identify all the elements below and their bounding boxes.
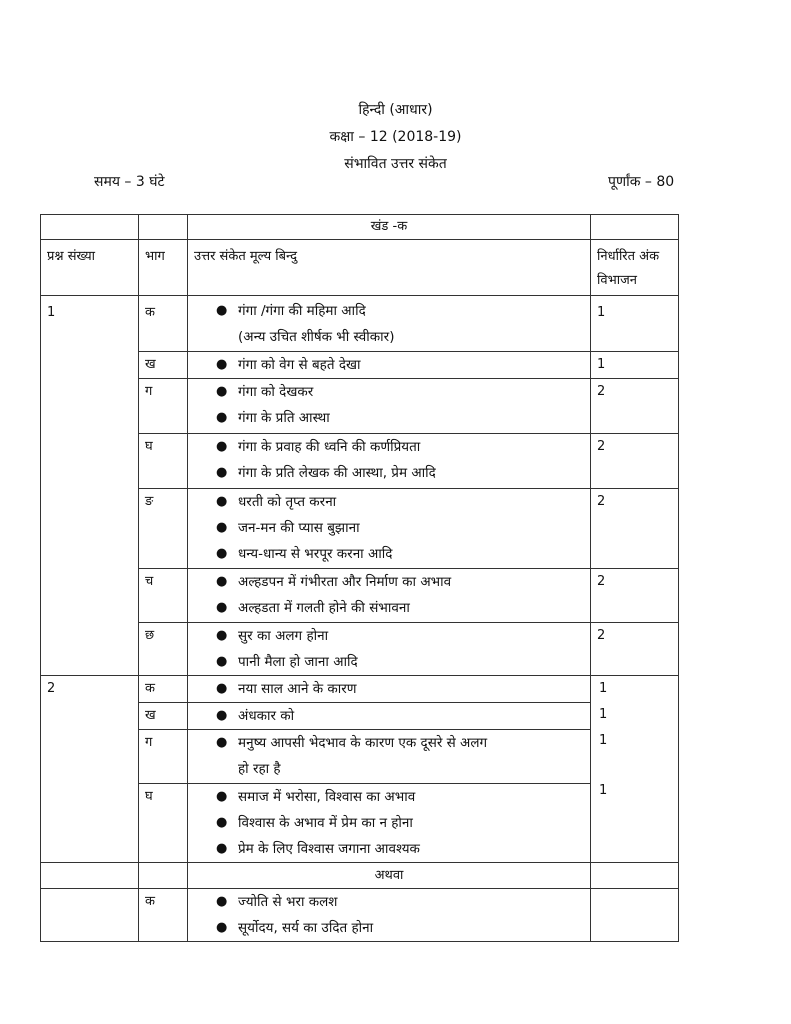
list-item: ● गंगा के प्रति लेखक की आस्था, प्रेम आदि: [188, 460, 590, 486]
bullet-icon: ●: [216, 600, 228, 615]
list-item: ● गंगा के प्रति आस्था: [188, 405, 590, 431]
header-part: भाग: [145, 249, 165, 264]
part-label: घ: [145, 789, 153, 804]
table-header-row: [41, 240, 679, 296]
list-item: ● ज्योति से भरा कलश: [188, 889, 590, 915]
marks-value: 2: [597, 574, 606, 589]
bullet-icon: ●: [216, 735, 228, 750]
header-marks-line-2: विभाजन: [597, 273, 637, 288]
table-row: [41, 676, 679, 703]
or-label: अथवा: [374, 868, 404, 883]
question-number: 1: [47, 305, 56, 320]
bullet-icon: ●: [216, 520, 228, 535]
marks-value: 1: [597, 357, 606, 372]
list-item: ● गंगा को देखकर: [188, 379, 590, 405]
bullet-icon: ●: [216, 303, 228, 318]
list-item: ● गंगा को वेग से बहते देखा: [188, 352, 590, 378]
bullet-icon: ●: [216, 841, 228, 856]
part-label: क: [145, 894, 155, 909]
marks-value: 2: [597, 384, 606, 399]
part-label: क: [145, 681, 155, 696]
part-label: ग: [145, 735, 153, 750]
part-label: घ: [145, 439, 153, 454]
list-item: ● गंगा /गंगा की महिमा आदि: [188, 298, 590, 324]
list-item: ● सुर का अलग होना: [188, 623, 590, 649]
list-item: ● समाज में भरोसा, विश्वास का अभाव: [188, 784, 590, 810]
part-label: छ: [145, 628, 155, 643]
list-item: ● प्रेम के लिए विश्वास जगाना आवश्यक: [188, 836, 590, 862]
subject-title: हिन्दी (आधार): [358, 102, 433, 118]
question-number: 2: [47, 681, 56, 696]
max-marks: पूर्णांक – 80: [608, 174, 675, 190]
part-label: ङ: [145, 494, 154, 509]
bullet-icon: ●: [216, 357, 228, 372]
marks-value: 2: [597, 494, 606, 509]
section-row: [41, 215, 679, 240]
bullet-icon: ●: [216, 789, 228, 804]
marks-value: 1: [599, 733, 608, 748]
marking-scheme-table: [40, 214, 679, 942]
list-item-continuation: हो रहा है: [238, 761, 281, 777]
bullet-icon: ●: [216, 494, 228, 509]
exam-time: समय – 3 घंटे: [94, 174, 165, 190]
part-label: च: [145, 574, 154, 589]
list-item: ● मनुष्य आपसी भेदभाव के कारण एक दूसरे से अलग: [188, 730, 590, 756]
list-item: ● विश्वास के अभाव में प्रेम का न होना: [188, 810, 590, 836]
marks-value: 2: [597, 439, 606, 454]
list-item: ● पानी मैला हो जाना आदि: [188, 649, 590, 675]
bullet-icon: ●: [216, 410, 228, 425]
bullet-icon: ●: [216, 574, 228, 589]
header-answer-points: उत्तर संकेत मूल्य बिन्दु: [194, 249, 297, 264]
list-item: ● गंगा के प्रवाह की ध्वनि की कर्णप्रियता: [188, 434, 590, 460]
bullet-icon: ●: [216, 465, 228, 480]
list-item: ● अल्हडता में गलती होने की संभावना: [188, 595, 590, 621]
part-label: क: [145, 305, 155, 320]
part-label: ख: [145, 357, 156, 372]
bullet-icon: ●: [216, 628, 228, 643]
list-item: ● नया साल आने के कारण: [188, 676, 590, 702]
part-label: ग: [145, 384, 153, 399]
marks-value: 1: [597, 305, 606, 320]
marks-value: 1: [599, 707, 608, 722]
bullet-icon: ●: [216, 654, 228, 669]
bullet-icon: ●: [216, 384, 228, 399]
header-question-no: प्रश्न संख्या: [47, 249, 96, 264]
list-item: ● धन्य-धान्य से भरपूर करना आदि: [188, 541, 590, 567]
section-title: खंड -क: [370, 219, 408, 234]
bullet-icon: ●: [216, 708, 228, 723]
list-item: ● धरती को तृप्त करना: [188, 489, 590, 515]
bullet-icon: ●: [216, 894, 228, 909]
or-row: [41, 863, 679, 889]
list-item-continuation: (अन्य उचित शीर्षक भी स्वीकार): [238, 329, 395, 345]
bullet-icon: ●: [216, 815, 228, 830]
list-item: ● अंधकार को: [188, 703, 590, 729]
list-item: ● सूर्योदय, सर्य का उदित होना: [188, 915, 590, 941]
list-item: ● जन-मन की प्यास बुझाना: [188, 515, 590, 541]
list-item: ● अल्हडपन में गंभीरता और निर्माण का अभाव: [188, 569, 590, 595]
marks-list: [591, 676, 678, 804]
bullet-icon: ●: [216, 681, 228, 696]
document-title: संभावित उत्तर संकेत: [344, 156, 447, 172]
marks-value: 2: [597, 628, 606, 643]
part-label: ख: [145, 708, 156, 723]
bullet-icon: ●: [216, 546, 228, 561]
table-row: [41, 889, 679, 942]
header-marks-line-1: निर्धारित अंक: [597, 249, 660, 264]
class-year: कक्षा – 12 (2018-19): [329, 129, 462, 145]
marks-value: 1: [599, 783, 608, 798]
marks-value: 1: [599, 681, 608, 696]
table-row: [41, 296, 679, 352]
bullet-icon: ●: [216, 920, 228, 935]
document-header: [0, 97, 791, 178]
bullet-icon: ●: [216, 439, 228, 454]
